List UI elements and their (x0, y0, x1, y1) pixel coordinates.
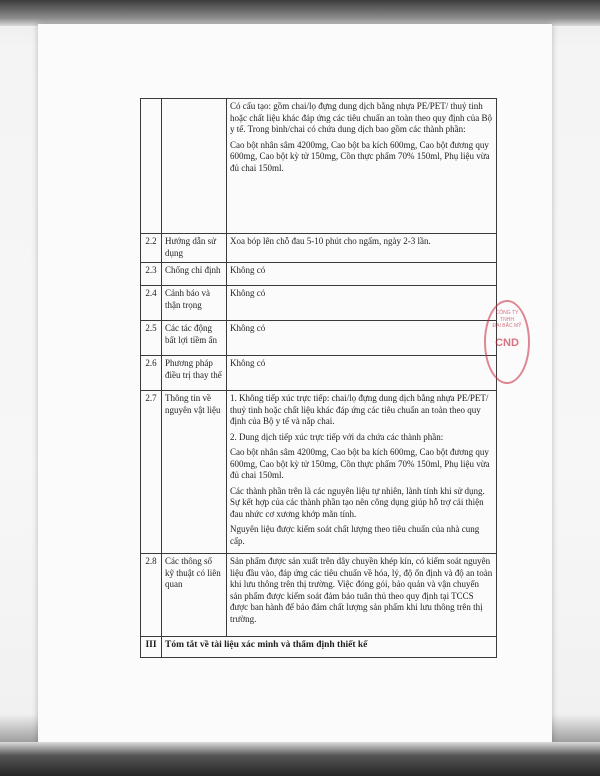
table-row (141, 263, 497, 286)
row-content (227, 234, 497, 263)
row-content (227, 356, 497, 391)
content-paragraph: Xoa bóp lên chỗ đau 5-10 phút cho ngấm, ngày 2-3 lần. (230, 236, 431, 246)
content-paragraph: Cao bột nhân sâm 4200mg, Cao bột ba kích 600mg, Cao bột đương quy 600mg, Cao bột kỳ tử 150mg, Cồn thực phẩm 70% 150ml, Phụ liệu vừa đủ chai 150ml. (230, 139, 490, 173)
table-row (141, 356, 497, 391)
row-content (227, 391, 497, 554)
section-row (141, 637, 497, 658)
scan-top-shadow (0, 0, 600, 26)
scan-bottom-shadow (0, 742, 600, 776)
row-label: Cảnh báo và thận trọng (162, 286, 227, 321)
row-content (227, 321, 497, 356)
content-paragraph: Không có (230, 323, 266, 333)
row-label (162, 99, 227, 234)
content-paragraph: Không có (230, 288, 266, 298)
row-label: Các thông số kỹ thuật có liên quan (162, 554, 227, 637)
section-number: III (141, 637, 162, 658)
stamp-line: CÔNG TY (495, 310, 519, 316)
row-number: 2.3 (141, 263, 162, 286)
row-label: Các tác động bất lợi tiềm ẩn (162, 321, 227, 356)
row-number (141, 99, 162, 234)
row-label: Thông tin về nguyên vật liệu (162, 391, 227, 554)
row-number: 2.6 (141, 356, 162, 391)
row-number: 2.5 (141, 321, 162, 356)
table-row (141, 321, 497, 356)
row-content (227, 286, 497, 321)
content-paragraph: Cao bột nhân sâm 4200mg, Cao bột ba kích 600mg, Cao bột đương quy 600mg, Cao bột kỳ tử 150mg, Cồn thực phẩm 70% 150ml, Phụ liệu vừa đủ chai 150ml. (230, 447, 490, 481)
row-label: Chống chỉ định (162, 263, 227, 286)
table-row (141, 286, 497, 321)
row-content (227, 263, 497, 286)
row-content (227, 554, 497, 637)
product-info-table (140, 98, 497, 658)
content-paragraph: Không có (230, 358, 266, 368)
content-paragraph: Các thành phần trên là các nguyên liệu tự nhiên, lành tính khi sử dụng. Sự kết hợp của các thành phần tạo nên công dụng giúp hỗ trợ cải thiện đau nhức cơ xương khớp mãn tính. (230, 485, 485, 519)
stamp-line: TNHH (500, 316, 514, 323)
table-row (141, 234, 497, 263)
row-label: Hướng dẫn sử dụng (162, 234, 227, 263)
row-label: Phương pháp điều trị thay thế (162, 356, 227, 391)
table-row (141, 554, 497, 637)
row-number: 2.8 (141, 554, 162, 637)
content-paragraph: Sản phẩm được sản xuất trên dây chuyền khép kín, có kiểm soát nguyên liệu đầu vào, đáp ứng các tiêu chuẩn về hóa, lý, độ ổn định và độ an toàn khi lưu thông trên thị trường. Việc đóng gói, bảo quản và vận chuyển sản phẩm được kiểm soát đảm bảo tuân thủ theo quy định tại TCCS được ban hành để bảo đảm chất lượng sản phẩm khi lưu thông trên thị trường. (230, 556, 493, 624)
content-paragraph: Có cấu tạo: gồm chai/lọ đựng dung dịch bằng nhựa PE/PET/ thuỷ tinh hoặc chất liệu khác đáp ứng các tiêu chuẩn an toàn theo quy định của Bộ y tế. Trong bình/chai có chứa dung dịch bao gồm các thành phần: (230, 101, 493, 135)
section-title: Tóm tắt về tài liệu xác minh và thẩm định thiết kế (162, 637, 497, 658)
company-stamp (484, 300, 530, 384)
table-row (141, 99, 497, 234)
row-number: 2.4 (141, 286, 162, 321)
row-content (227, 99, 497, 234)
row-number: 2.7 (141, 391, 162, 554)
content-paragraph: Nguyên liệu được kiểm soát chất lượng theo tiêu chuẩn của nhà cung cấp. (230, 524, 480, 546)
stamp-initials: CND (495, 336, 519, 349)
content-paragraph: 2. Dung dịch tiếp xúc trực tiếp với da chứa các thành phần: (230, 431, 444, 442)
row-number: 2.2 (141, 234, 162, 263)
stamp-line: ĐẠI BẮC MỸ (492, 323, 522, 329)
content-paragraph: Không có (230, 265, 266, 275)
content-paragraph: 1. Không tiếp xúc trực tiếp: chai/lọ đựng dung dịch bằng nhựa PE/PET/ thuỷ tinh hoặc chất liệu khác đáp ứng các tiêu chuẩn an toàn theo quy định của Bộ y tế và nắp chai. (230, 393, 489, 427)
table-row (141, 391, 497, 554)
